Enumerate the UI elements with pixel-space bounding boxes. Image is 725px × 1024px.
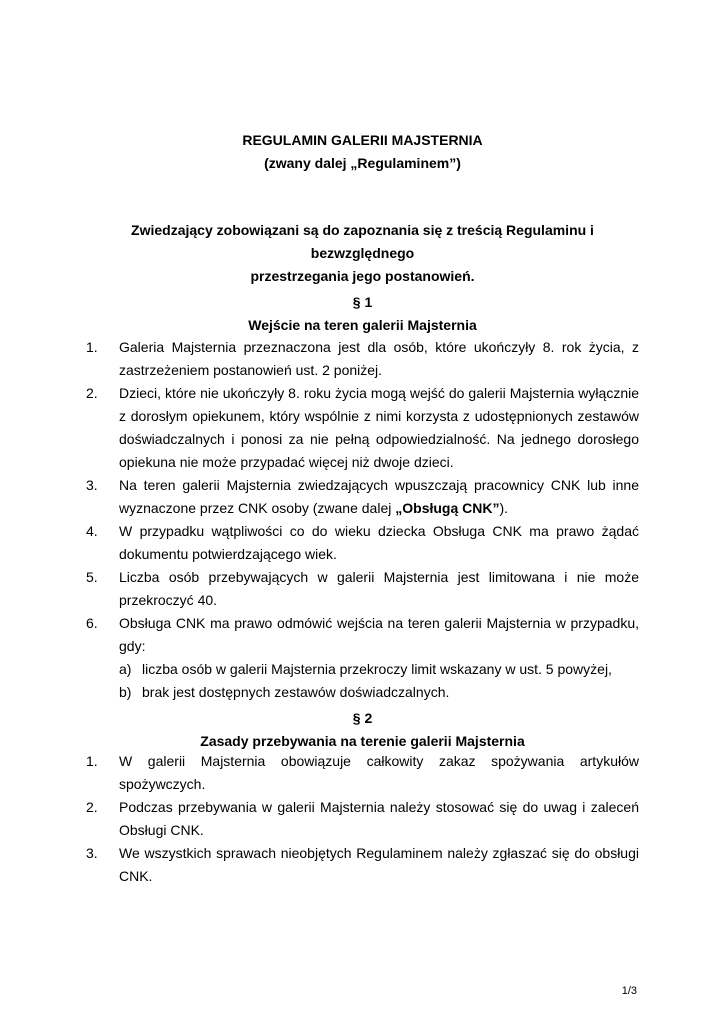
item-text: W galerii Majsternia obowiązuje całkowity zakaz spożywania artykułów spożywczych. — [119, 753, 639, 792]
sub-item-letter: b) — [119, 684, 132, 700]
item-number: 5. — [86, 569, 98, 585]
section-mark: § 1 — [352, 294, 373, 310]
section-1-list — [86, 336, 639, 704]
section-1-heading — [86, 291, 639, 337]
list-item — [86, 382, 639, 474]
list-item — [86, 520, 639, 566]
page-number: 1/3 — [621, 985, 637, 997]
item-number: 3. — [86, 477, 98, 493]
list-item — [86, 796, 639, 842]
item-text: Na teren galerii Majsternia zwiedzających wpuszczają pracownicy CNK lub inne wyznaczone przez CNK osoby (zwane dalej — [119, 477, 639, 516]
sub-list-item — [86, 658, 639, 681]
item-text: Obsługa CNK ma prawo odmówić wejścia na teren galerii Majsternia w przypadku, gdy: — [119, 615, 639, 654]
section-mark: § 2 — [352, 710, 373, 726]
list-item — [86, 336, 639, 382]
document-title — [86, 129, 639, 175]
item-number: 1. — [86, 339, 98, 355]
list-item — [86, 750, 639, 796]
list-item — [86, 612, 639, 658]
item-text: Galeria Majsternia przeznaczona jest dla osób, które ukończyły 8. rok życia, z zastrzeżeniem postanowień ust. 2 poniżej. — [119, 339, 639, 378]
item-number: 3. — [86, 845, 98, 861]
list-item — [86, 566, 639, 612]
sub-item-text: brak jest dostępnych zestawów doświadczalnych. — [142, 684, 450, 700]
item-number: 2. — [86, 385, 98, 401]
intro-line: Zwiedzający zobowiązani są do zapoznania się z treścią Regulaminu i bezwzględnego — [131, 222, 594, 261]
item-text-end: ). — [499, 500, 509, 516]
item-number: 6. — [86, 615, 98, 631]
defined-term: „Obsługą CNK” — [395, 500, 500, 516]
intro-paragraph — [86, 219, 639, 288]
section-title: Wejście na teren galerii Majsternia — [248, 317, 477, 333]
sub-item-text: liczba osób w galerii Majsternia przekroczy limit wskazany w ust. 5 powyżej, — [142, 661, 612, 677]
item-text: Podczas przebywania w galerii Majsternia należy stosować się do uwag i zaleceń Obsługi CNK. — [119, 799, 639, 838]
item-text: We wszystkich sprawach nieobjętych Regulaminem należy zgłaszać się do obsługi CNK. — [119, 845, 639, 884]
item-text: W przypadku wątpliwości co do wieku dziecka Obsługa CNK ma prawo żądać dokumentu potwierdzającego wiek. — [119, 523, 639, 562]
section-title: Zasady przebywania na terenie galerii Majsternia — [200, 733, 525, 749]
list-item — [86, 842, 639, 888]
title-line: REGULAMIN GALERII MAJSTERNIA — [242, 132, 483, 148]
sub-item-letter: a) — [119, 661, 132, 677]
item-number: 4. — [86, 523, 98, 539]
subtitle-line: (zwany dalej „Regulaminem”) — [264, 155, 461, 171]
list-item — [86, 474, 639, 520]
sub-list-item — [86, 681, 639, 704]
intro-line: przestrzegania jego postanowień. — [250, 268, 475, 284]
section-2-list — [86, 750, 639, 888]
section-2-heading — [86, 707, 639, 753]
item-number: 1. — [86, 753, 98, 769]
item-text: Dzieci, które nie ukończyły 8. roku życia mogą wejść do galerii Majsternia wyłącznie z dorosłym opiekunem, który wspólnie z nimi korzysta z udostępnionych zestawów doświadczalnych i ponosi za nie pełną odpowiedzialność. Na jednego dorosłego opiekuna nie może przypadać więcej niż dwoje dzieci. — [119, 385, 639, 470]
item-text: Liczba osób przebywających w galerii Majsternia jest limitowana i nie może przekroczyć 40. — [119, 569, 639, 608]
item-number: 2. — [86, 799, 98, 815]
